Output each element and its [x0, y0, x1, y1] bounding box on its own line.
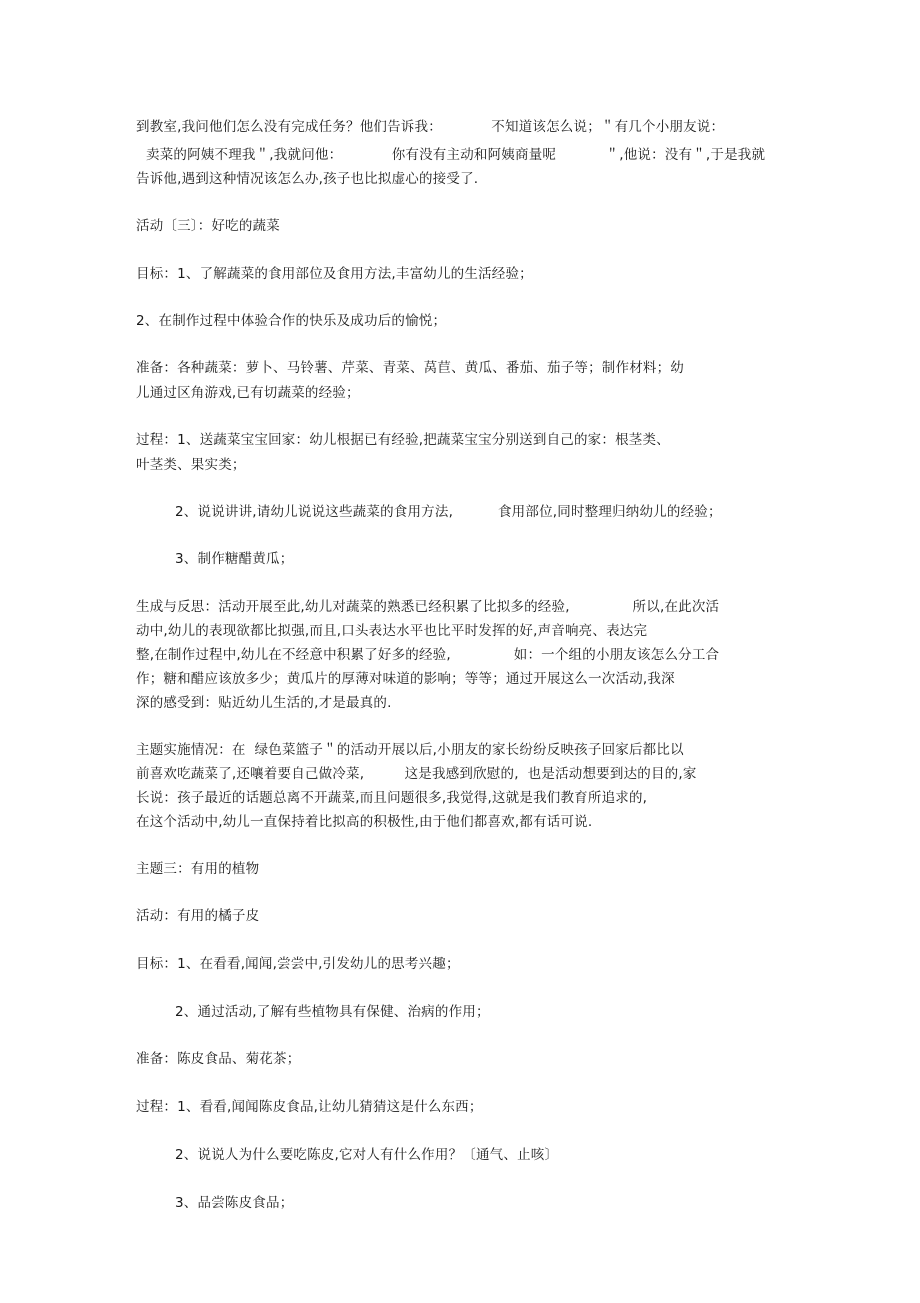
- implementation-line: 前喜欢吃蔬菜了,还嚷着要自己做冷菜, 这是我感到欣慰的, 也是活动想要到达的目的,家: [136, 766, 697, 782]
- activity-heading: 活动〔三〕：好吃的蔬菜: [136, 218, 280, 234]
- preparation-line: 准备：各种蔬菜：萝卜、马铃薯、芹菜、青菜、莴苣、黄瓜、番茄、茄子等；制作材料；幼: [136, 360, 684, 376]
- paragraph-line: 卖菜的阿姨不理我＂,我就问他： 你有没有主动和阿姨商量呢 ＂,他说：没有＂,于是我就: [146, 147, 766, 163]
- goal-line: 目标：1、了解蔬菜的食用部位及食用方法,丰富幼儿的生活经验；: [136, 266, 533, 282]
- theme-heading: 主题三：有用的植物: [136, 861, 260, 877]
- reflection-line: 动中,幼儿的表现欲都比拟强,而且,口头表达水平也比平时发挥的好,声音响亮、表达完: [136, 623, 648, 639]
- implementation-line: 在这个活动中,幼儿一直保持着比拟高的积极性,由于他们都喜欢,都有话可说.: [136, 814, 593, 830]
- preparation-line: 儿通过区角游戏,已有切蔬菜的经验；: [136, 385, 360, 401]
- goal-line: 2、通过活动,了解有些植物具有保健、治病的作用；: [175, 1004, 490, 1020]
- process-line: 叶茎类、果实类；: [136, 457, 246, 473]
- reflection-line: 生成与反思：活动开展至此,幼儿对蔬菜的熟悉已经积累了比拟多的经验, 所以,在此次活: [136, 599, 720, 615]
- process-step: 2、说说讲讲,请幼儿说说这些蔬菜的食用方法, 食用部位,同时整理归纳幼儿的经验；: [175, 504, 722, 520]
- paragraph-line: 到教室,我问他们怎么没有完成任务？他们告诉我： 不知道该怎么说；＂有几个小朋友说：: [136, 119, 725, 135]
- process-line: 过程：1、看看,闻闻陈皮食品,让幼儿猜猜这是什么东西；: [136, 1099, 483, 1115]
- activity-heading: 活动：有用的橘子皮: [136, 908, 260, 924]
- process-step: 3、制作糖醋黄瓜；: [175, 551, 294, 567]
- process-line: 过程：1、送蔬菜宝宝回家：幼儿根据已有经验,把蔬菜宝宝分别送到自己的家：根茎类、: [136, 432, 670, 448]
- reflection-line: 深的感受到：贴近幼儿生活的,才是最真的.: [136, 695, 392, 711]
- process-step: 2、说说人为什么要吃陈皮,它对人有什么作用？〔通气、止咳〕: [175, 1147, 559, 1163]
- goal-line: 2、在制作过程中体验合作的快乐及成功后的愉悦；: [136, 313, 447, 329]
- implementation-line: 主题实施情况：在 绿色菜篮子＂的活动开展以后,小朋友的家长纷纷反映孩子回家后都比以: [136, 742, 684, 758]
- reflection-line: 作；糖和醋应该放多少；黄瓜片的厚薄对味道的影响；等等；通过开展这么一次活动,我深: [136, 671, 675, 687]
- preparation-line: 准备：陈皮食品、菊花茶；: [136, 1051, 301, 1067]
- process-step: 3、品尝陈皮食品；: [175, 1195, 294, 1211]
- paragraph-line: 告诉他,遇到这种情况该怎么办,孩子也比拟虚心的接受了.: [136, 171, 479, 187]
- goal-line: 目标：1、在看看,闻闻,尝尝中,引发幼儿的思考兴趣；: [136, 956, 460, 972]
- implementation-line: 长说：孩子最近的话题总离不开蔬菜,而且问题很多,我觉得,这就是我们教育所追求的,: [136, 790, 648, 806]
- reflection-line: 整,在制作过程中,幼儿在不经意中积累了好多的经验, 如：一个组的小朋友该怎么分工合: [136, 647, 720, 663]
